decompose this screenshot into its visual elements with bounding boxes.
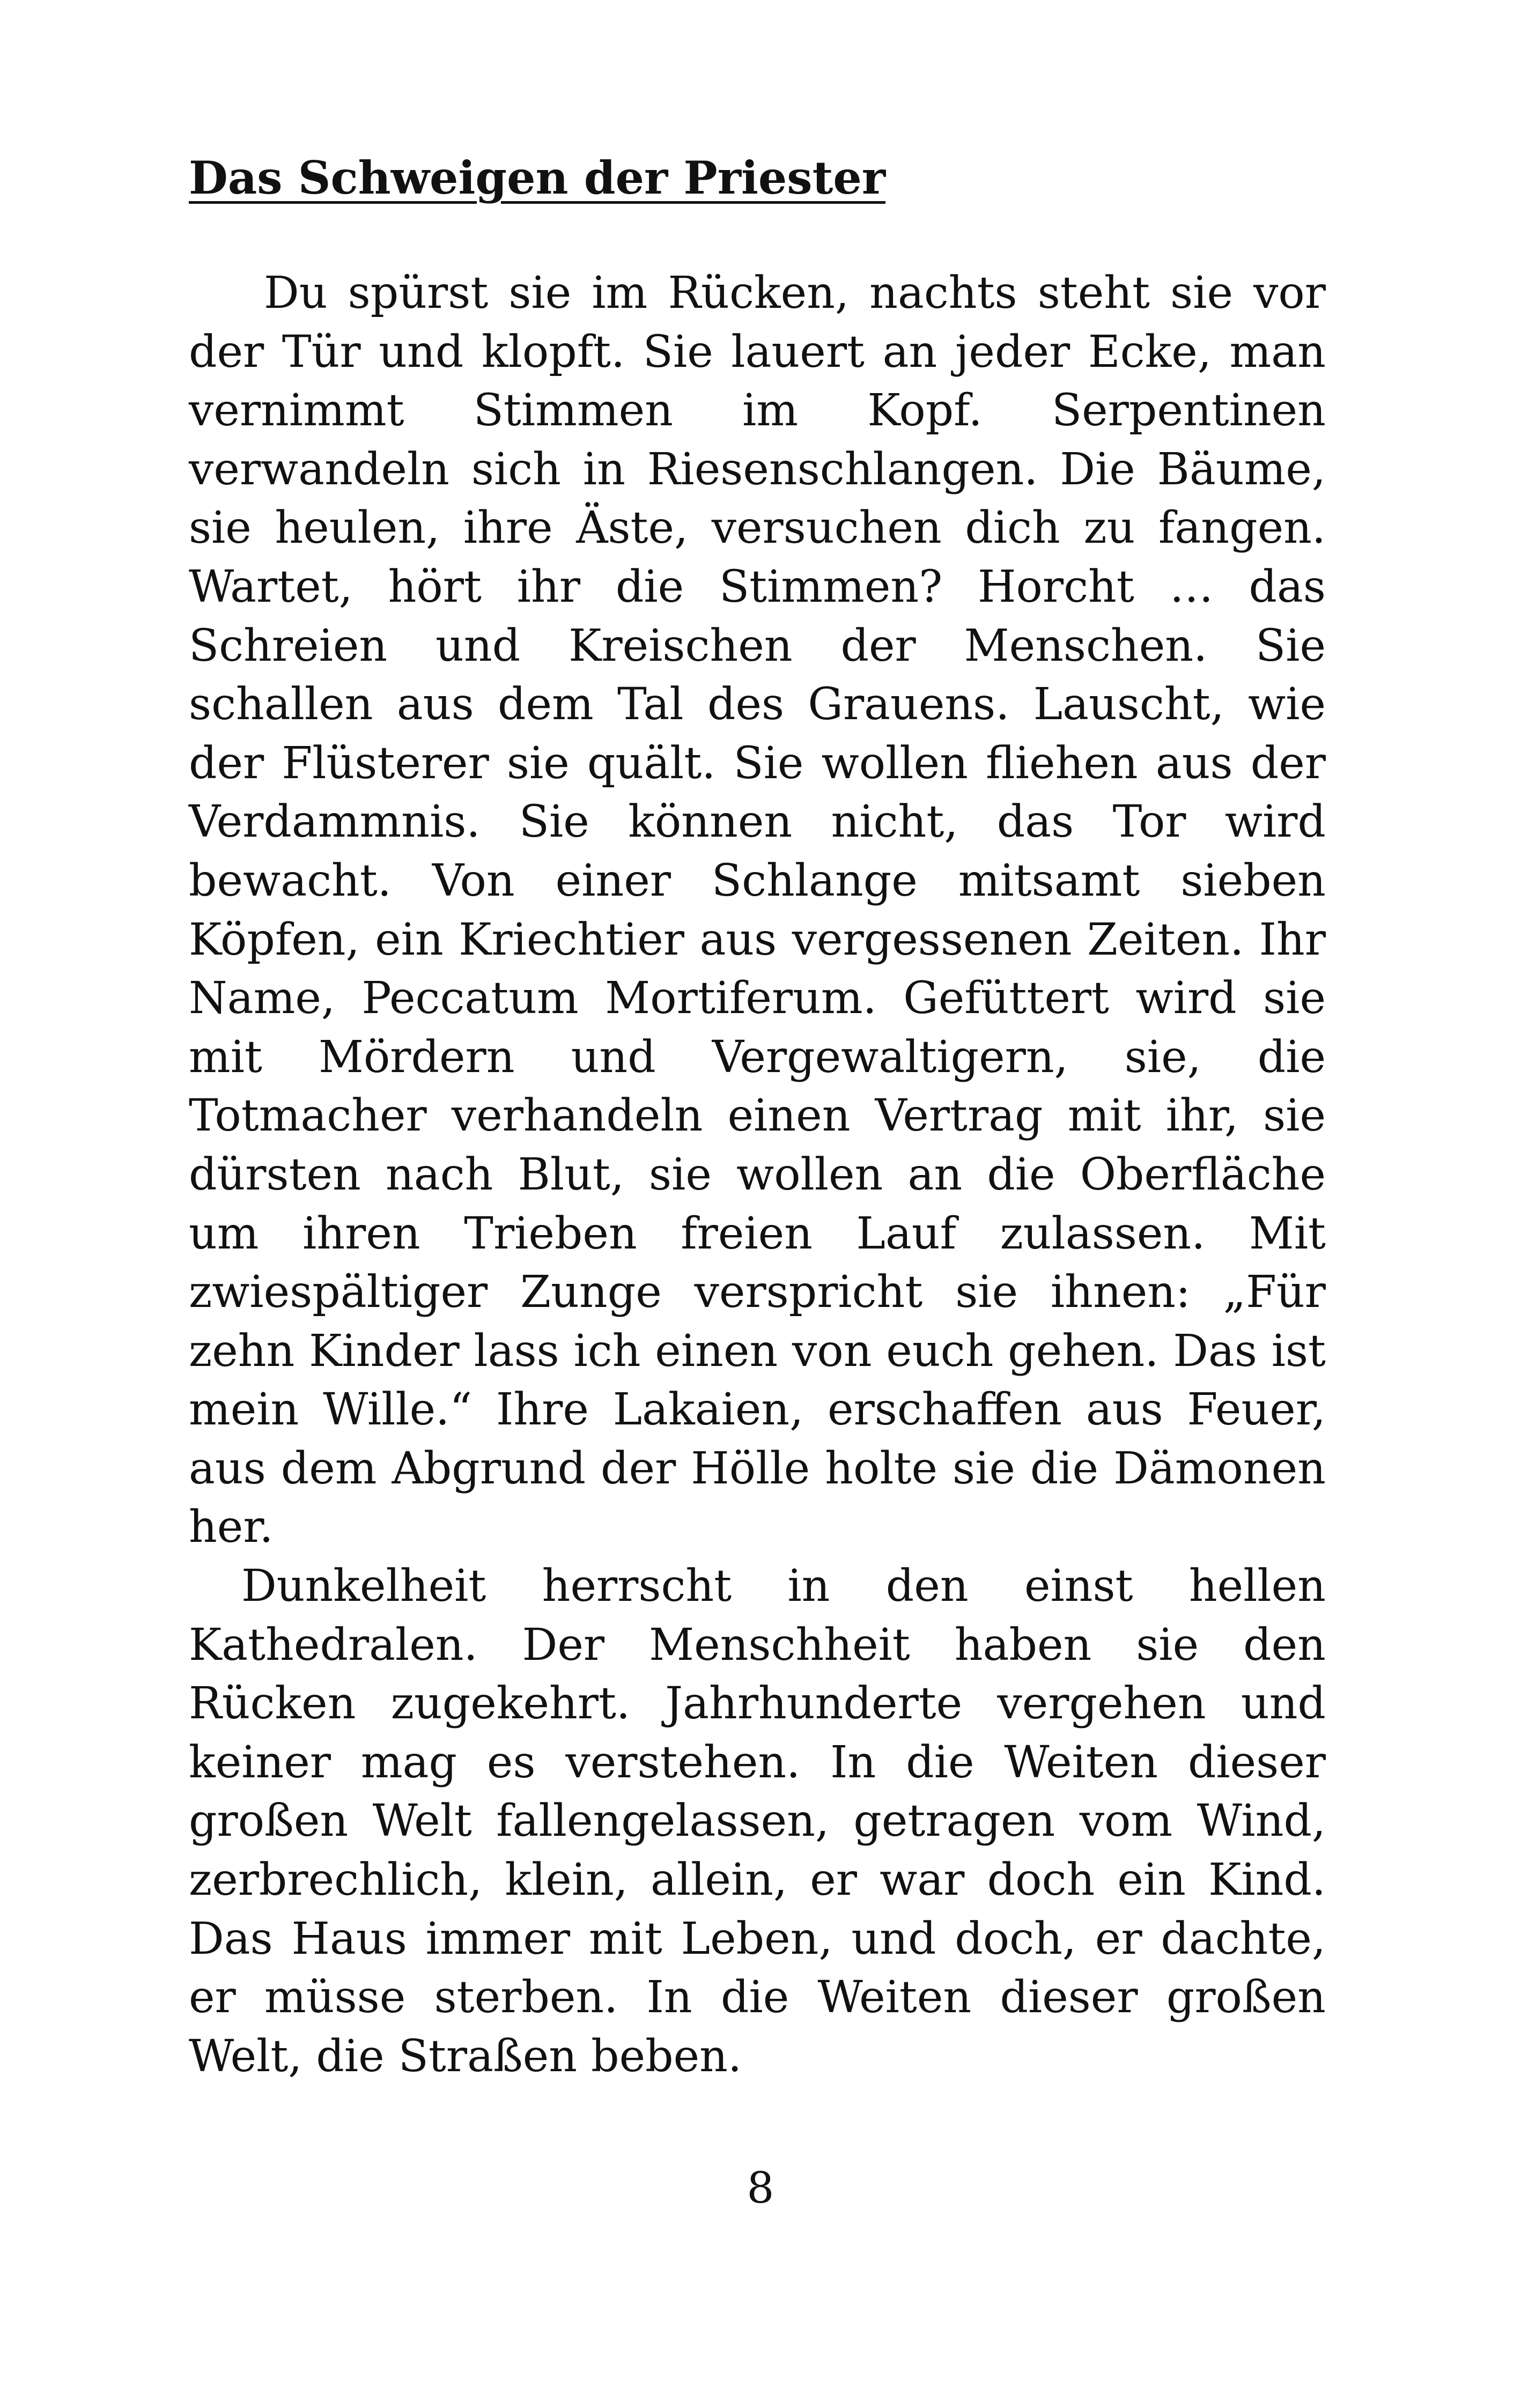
paragraph-2: Dunkelheit herrscht in den einst hellen Kathedralen. Der Menschheit haben sie den Rücken zugekehrt. Jahrhunderte vergehen und keiner mag es verstehen. In die Weiten dieser großen Welt fallengelassen, getragen vom Wind, zerbrechlich, klein, allein, er war doch ein Kind. Das Haus immer mit Leben, und doch, er dachte, er müsse sterben. In die Weiten dieser großen Welt, die Straßen beben. (189, 1561, 1326, 2082)
page-number: 8 (747, 2163, 774, 2213)
chapter-title: Das Schweigen der Priester (189, 151, 886, 204)
chapter-body (189, 264, 1326, 2086)
paragraph-1: Du spürst sie im Rücken, nachts steht sie vor der Tür und klopft. Sie lauert an jeder Ecke, man vernimmt Stimmen im Kopf. Serpentinen verwandeln sich in Riesenschlangen. Die Bäume, sie heulen, ihre Äste, versuchen dich zu fangen. Wartet, hört ihr die Stimmen? Horcht … das Schreien und Kreischen der Menschen. Sie schallen aus dem Tal des Grauens. Lauscht, wie der Flüsterer sie quält. Sie wollen fliehen aus der Verdammnis. Sie können nicht, das Tor wird bewacht. Von einer Schlange mitsamt sieben Köpfen, ein Kriechtier aus vergessenen Zeiten. Ihr Name, Peccatum Mortiferum. Gefüttert wird sie mit Mördern und Vergewaltigern, sie, die Totmacher verhandeln einen Vertrag mit ihr, sie dürsten nach Blut, sie wollen an die Oberfläche um ihren Trieben freien Lauf zulassen. Mit zwiespältiger Zunge verspricht sie ihnen: „Für zehn Kinder lass ich einen von euch gehen. Das ist mein Wille.“ Ihre Lakaien, erschaffen aus Feuer, aus dem Abgrund der Hölle holte sie die Dämonen her. (189, 268, 1326, 1553)
